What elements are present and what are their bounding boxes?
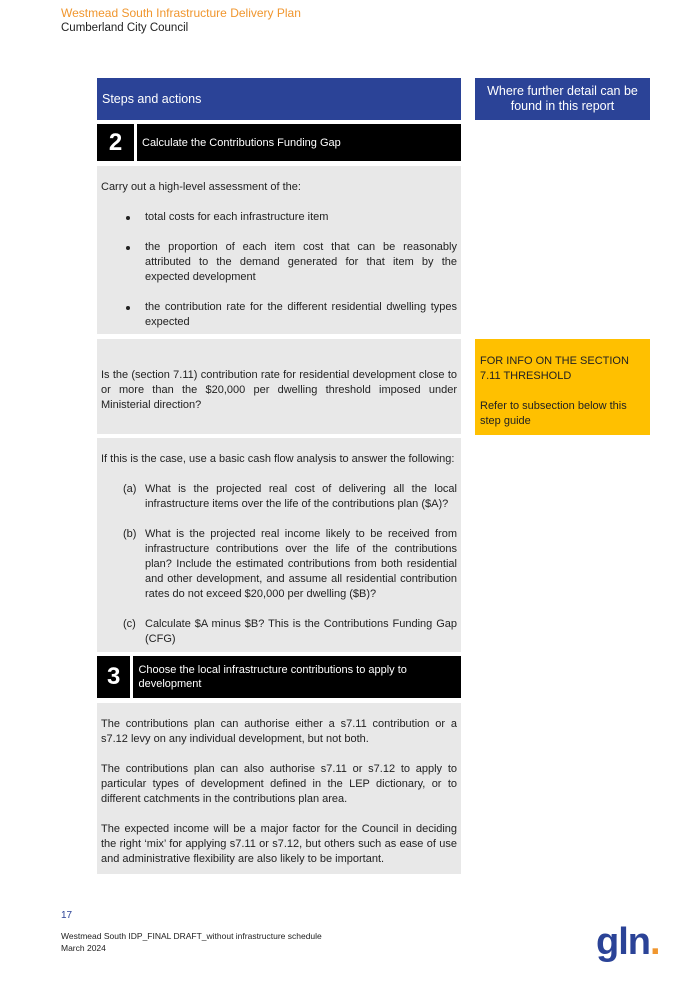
cash-flow-panel	[97, 438, 461, 652]
paragraph: The expected income will be a major factor for the Council in deciding the right ‘mix’ for applying s7.11 or s7.12, but others such as ease of use and administrative flexibility are also likely to be important.	[101, 823, 457, 865]
document-date: March 2024	[61, 943, 106, 953]
item-marker: (b)	[123, 528, 137, 540]
step-2-number: 2	[97, 124, 137, 161]
threshold-info-box	[475, 339, 650, 435]
cash-flow-item	[101, 482, 457, 512]
cash-flow-intro: If this is the case, use a basic cash flow analysis to answer the following:	[101, 453, 455, 465]
step-2-bar	[97, 124, 461, 161]
logo-dot: .	[649, 921, 660, 963]
cash-flow-question-list	[101, 482, 457, 647]
report-title: Westmead South Infrastructure Delivery Plan	[61, 6, 301, 20]
gln-logo	[596, 918, 660, 966]
cash-flow-item	[101, 617, 457, 647]
threshold-question-panel	[97, 339, 461, 434]
item-text: What is the projected real income likely to be received from infrastructure contributions over the life of the contributions plan? Include the estimated contributions from both residential and other development, and assume all residential contribution rates do not exceed $20,000 per dwelling ($B)?	[145, 528, 457, 600]
item-text: Calculate $A minus $B? This is the Contributions Funding Gap (CFG)	[145, 618, 457, 645]
step-3-number: 3	[97, 656, 133, 698]
contributions-choice-panel	[97, 703, 461, 874]
bullet-item: total costs for each infrastructure item	[101, 210, 457, 225]
step-3-bar	[97, 656, 461, 698]
paragraph: The contributions plan can authorise either a s7.11 contribution or a s7.12 levy on any individual development, but not both.	[101, 718, 457, 745]
threshold-question: Is the (section 7.11) contribution rate for residential development close to or more than the $20,000 per dwelling threshold imposed under Ministerial direction?	[101, 369, 457, 411]
step-2-label: Calculate the Contributions Funding Gap	[142, 136, 341, 149]
item-marker: (a)	[123, 483, 137, 495]
document-name: Westmead South IDP_FINAL DRAFT_without infrastructure schedule	[61, 931, 322, 941]
page-number: 17	[61, 910, 73, 921]
cash-flow-item	[101, 527, 457, 602]
further-detail-column-heading: Where further detail can be found in this report	[475, 78, 650, 120]
info-box-reference: Refer to subsection below this step guide	[480, 400, 627, 427]
bullet-item: the proportion of each item cost that can be reasonably attributed to the demand generated for that item by the expected development	[101, 240, 457, 285]
item-text: What is the projected real cost of delivering all the local infrastructure items over the life of the contributions plan ($A)?	[145, 483, 457, 510]
steps-column-heading: Steps and actions	[97, 78, 461, 120]
info-box-heading: FOR INFO ON THE SECTION 7.11 THRESHOLD	[480, 355, 629, 382]
council-name: Cumberland City Council	[61, 22, 189, 34]
assessment-bullet-list	[101, 210, 457, 330]
assessment-intro: Carry out a high-level assessment of the:	[101, 181, 301, 193]
paragraph: The contributions plan can also authorise s7.11 or s7.12 to apply to particular types of development defined in the LEP dictionary, or to different catchments in the contributions plan area.	[101, 763, 457, 805]
item-marker: (c)	[123, 618, 136, 630]
assessment-panel	[97, 166, 461, 334]
logo-text: gln	[596, 921, 650, 963]
step-3-label: Choose the local infrastructure contributions to apply to development	[138, 664, 407, 690]
bullet-item: the contribution rate for the different residential dwelling types expected	[101, 300, 457, 330]
